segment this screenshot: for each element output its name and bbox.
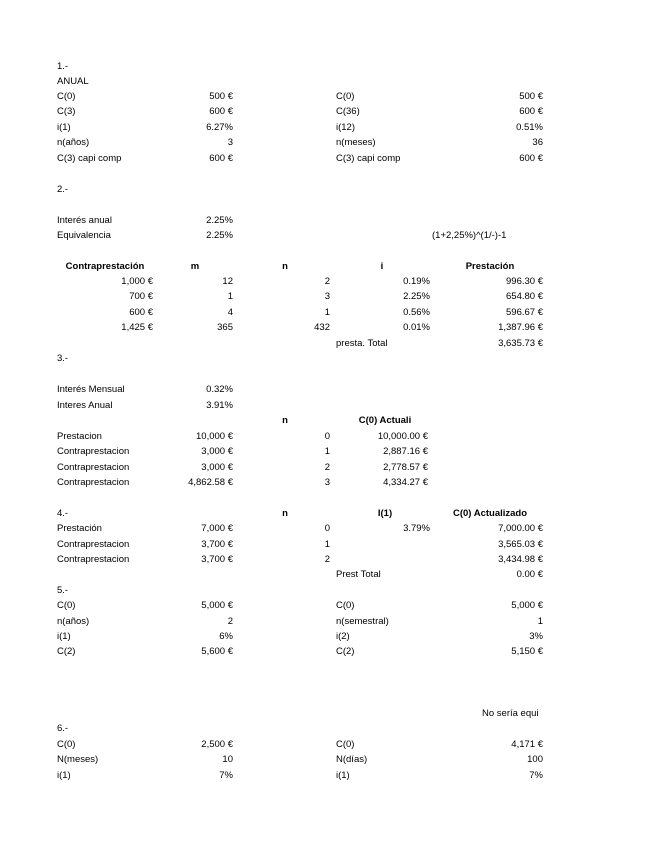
cell: 0	[324, 523, 330, 534]
cell: C(2)	[57, 646, 76, 657]
cell: 2,887.16 €	[383, 446, 428, 457]
column-header: n	[282, 508, 288, 519]
cell: 2	[324, 276, 330, 287]
cell: 0.01%	[403, 322, 430, 333]
section-5-title: 5.-	[57, 585, 69, 596]
interes-anual-label: Interés anual	[57, 215, 112, 226]
cell: C(0)	[336, 600, 355, 611]
cell: 600 €	[519, 153, 543, 164]
cell: Prestación	[57, 523, 102, 534]
cell: 3.79%	[403, 523, 430, 534]
cell: 500 €	[519, 91, 543, 102]
cell: 1	[324, 307, 330, 318]
interes-anual-label: Interes Anual	[57, 400, 113, 411]
cell: 1,425 €	[121, 322, 153, 333]
cell: 6.27%	[206, 122, 233, 133]
cell: 600 €	[209, 106, 233, 117]
cell: C(3) capi comp	[57, 153, 122, 164]
cell: 2	[324, 554, 330, 565]
interes-mensual-value: 0.32%	[206, 384, 233, 395]
section-3-title: 3.-	[57, 353, 69, 364]
column-header: n	[282, 261, 288, 272]
column-header: m	[190, 261, 200, 272]
cell: 600 €	[209, 153, 233, 164]
cell: C(0)	[57, 600, 76, 611]
cell: Contraprestacion	[57, 462, 130, 473]
cell: 1	[537, 616, 543, 627]
cell: 1,387.96 €	[498, 322, 543, 333]
cell: 1	[324, 446, 330, 457]
cell: Contraprestacion	[57, 539, 130, 550]
section-1-subtitle: ANUAL	[57, 76, 89, 87]
cell: 3,000 €	[201, 462, 233, 473]
cell: 4,171 €	[511, 739, 543, 750]
column-header: i	[380, 261, 384, 272]
cell: i(1)	[57, 122, 71, 133]
cell: 996.30 €	[506, 276, 543, 287]
cell: 3,000 €	[201, 446, 233, 457]
interes-anual-value: 3.91%	[206, 400, 233, 411]
interes-mensual-label: Interés Mensual	[57, 384, 125, 395]
equivalencia-value: 2.25%	[206, 230, 233, 241]
equivalencia-label: Equivalencia	[57, 230, 111, 241]
cell: 596.67 €	[506, 307, 543, 318]
cell: 2,778.57 €	[383, 462, 428, 473]
cell: 654.80 €	[506, 291, 543, 302]
interes-anual-value: 2.25%	[206, 215, 233, 226]
cell: 36	[532, 137, 543, 148]
cell: 6%	[219, 631, 233, 642]
section-6-title: 6.-	[57, 723, 69, 734]
cell: 5,150 €	[511, 646, 543, 657]
column-header: I(1)	[377, 508, 393, 519]
cell: 3	[324, 291, 330, 302]
cell: 4,862.58 €	[188, 477, 233, 488]
cell: 3,565.03 €	[498, 539, 543, 550]
cell: 2	[324, 462, 330, 473]
column-header: C(0) Actuali	[358, 415, 412, 426]
cell: 500 €	[209, 91, 233, 102]
cell: 1	[324, 539, 330, 550]
cell: i(2)	[336, 631, 350, 642]
cell: C(3) capi comp	[336, 153, 401, 164]
cell: 5,600 €	[201, 646, 233, 657]
column-header: Contraprestación	[65, 261, 145, 272]
cell: 432	[314, 322, 330, 333]
cell: n(años)	[57, 137, 90, 148]
cell: n(semestral)	[336, 616, 389, 627]
cell: N(meses)	[57, 754, 99, 765]
cell: Contraprestacion	[57, 477, 130, 488]
cell: 0.19%	[403, 276, 430, 287]
cell: 0.51%	[516, 122, 543, 133]
cell: 3,700 €	[201, 539, 233, 550]
cell: 4,334.27 €	[383, 477, 428, 488]
cell: C(0)	[57, 91, 76, 102]
formula-text: (1+2,25%)^(1/-)-1	[432, 230, 507, 241]
cell: 7%	[529, 770, 543, 781]
cell: 10	[222, 754, 233, 765]
cell: 100	[527, 754, 543, 765]
cell: Contraprestacion	[57, 446, 130, 457]
cell: n(años)	[57, 616, 90, 627]
column-header: Prestación	[465, 261, 515, 272]
cell: 3	[227, 137, 233, 148]
total-label: Prest Total	[336, 569, 381, 580]
cell: 2,500 €	[201, 739, 233, 750]
cell: 3	[324, 477, 330, 488]
column-header: n	[282, 415, 288, 426]
cell: C(0)	[336, 91, 355, 102]
total-value: 3,635.73 €	[498, 338, 543, 349]
cell: 3%	[529, 631, 543, 642]
cell: 1	[227, 291, 233, 302]
cell: 3,434.98 €	[498, 554, 543, 565]
section-4-title: 4.-	[57, 508, 69, 519]
section-2-title: 2.-	[57, 184, 69, 195]
cell: 0	[324, 431, 330, 442]
cell: i(1)	[336, 770, 350, 781]
cell: C(36)	[336, 106, 360, 117]
cell: 3,700 €	[201, 554, 233, 565]
cell: 5,000 €	[511, 600, 543, 611]
cell: 600 €	[129, 307, 153, 318]
cell: Contraprestacion	[57, 554, 130, 565]
total-label: presta. Total	[336, 338, 388, 349]
section-1-title: 1.-	[57, 61, 69, 72]
cell: 7,000 €	[201, 523, 233, 534]
cell: 4	[227, 307, 233, 318]
cell: i(1)	[57, 770, 71, 781]
cell: 0.56%	[403, 307, 430, 318]
cell: 2.25%	[403, 291, 430, 302]
cell: C(3)	[57, 106, 76, 117]
cell: 700 €	[129, 291, 153, 302]
total-value: 0.00 €	[516, 569, 543, 580]
cell: 12	[222, 276, 233, 287]
cell: C(0)	[336, 739, 355, 750]
cell: 365	[217, 322, 233, 333]
cell: 7,000.00 €	[498, 523, 543, 534]
cell: C(2)	[336, 646, 355, 657]
cell: N(días)	[336, 754, 368, 765]
cell: 10,000 €	[196, 431, 233, 442]
cell: i(12)	[336, 122, 356, 133]
cell: Prestacion	[57, 431, 102, 442]
cell: 5,000 €	[201, 600, 233, 611]
cell: 600 €	[519, 106, 543, 117]
note-text: No sería equi	[482, 708, 539, 719]
cell: C(0)	[57, 739, 76, 750]
cell: n(meses)	[336, 137, 376, 148]
cell: i(1)	[57, 631, 71, 642]
cell: 1,000 €	[121, 276, 153, 287]
cell: 2	[227, 616, 233, 627]
cell: 7%	[219, 770, 233, 781]
column-header: C(0) Actualizado	[452, 508, 528, 519]
cell: 10,000.00 €	[377, 431, 428, 442]
